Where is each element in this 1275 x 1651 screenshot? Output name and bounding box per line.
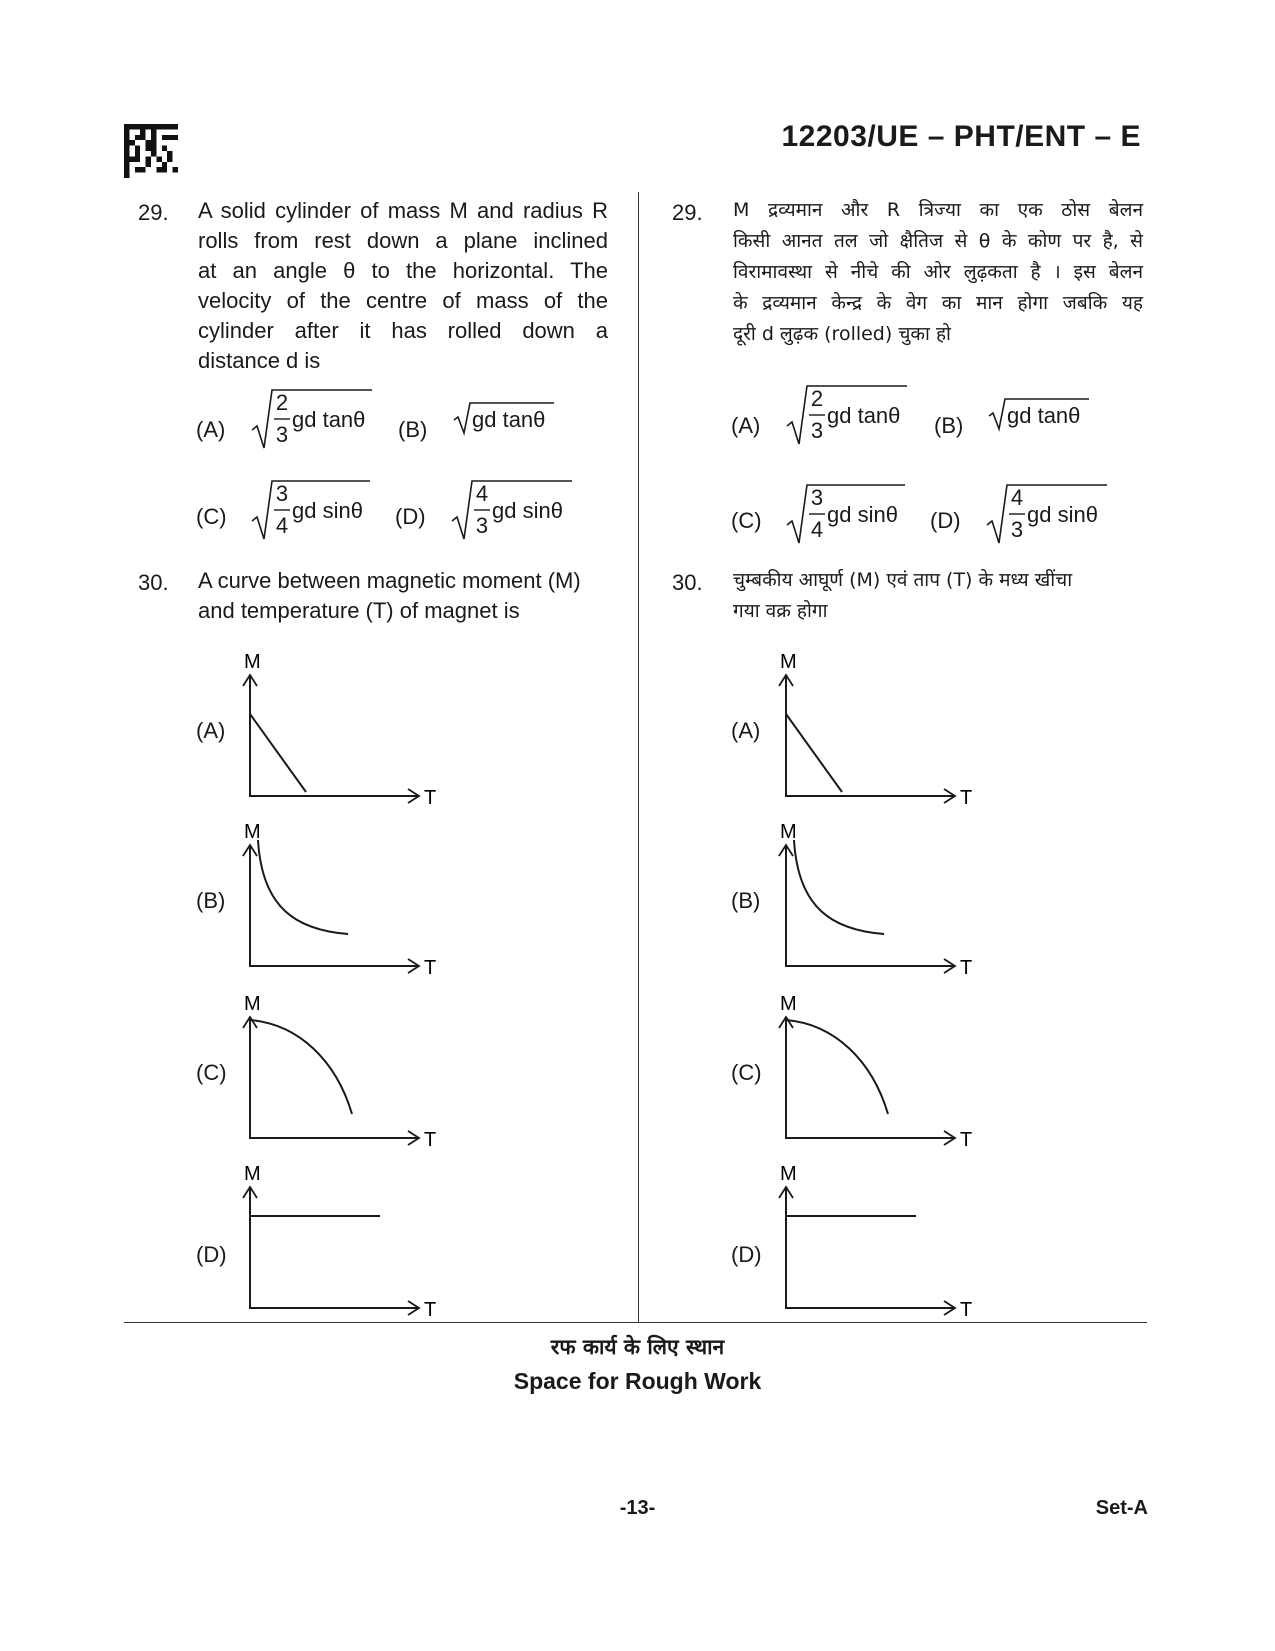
y-axis-label: M xyxy=(780,821,797,843)
column-divider xyxy=(638,192,639,1322)
graph-option-d xyxy=(240,1160,440,1335)
hindi-option-b-label: (B) xyxy=(934,413,964,438)
option-d-numerator: 4 xyxy=(475,481,489,506)
option-c-expression: gd sinθ xyxy=(292,498,363,523)
question-line: A curve between magnetic moment (M) xyxy=(198,568,581,593)
option-b-label: (B) xyxy=(398,417,428,442)
question-line: at an angle θ to the horizontal. The xyxy=(198,258,608,283)
set-label: Set-A xyxy=(1095,1497,1148,1519)
hindi-graph-option-a xyxy=(776,648,976,823)
option-a-label: (A) xyxy=(196,417,226,442)
y-axis-label: M xyxy=(244,993,261,1015)
question-line: गया वक्र होगा xyxy=(733,600,828,622)
graph-axes xyxy=(250,1018,418,1138)
x-axis-label: T xyxy=(424,787,437,809)
graph-axes xyxy=(250,846,418,966)
option-a-expression: gd tanθ xyxy=(292,407,366,432)
hindi-graph-option-a-label: (A) xyxy=(731,718,761,743)
question-line: distance d is xyxy=(198,348,321,373)
hindi-option-c-expression: gd sinθ xyxy=(827,502,898,527)
paper-code: 12203/UE – PHT/ENT – E xyxy=(781,120,1141,153)
graph-curve xyxy=(786,1020,888,1114)
graph-axes xyxy=(786,846,954,966)
question-line: विरामावस्था से नीचे की ओर लुढ़कता है । इस बेलन xyxy=(733,261,1143,283)
y-axis-label: M xyxy=(244,1163,261,1185)
graph-curve xyxy=(794,840,884,934)
option-d-label: (D) xyxy=(395,504,426,529)
qr-code xyxy=(124,124,178,178)
graph-curve xyxy=(786,714,842,792)
x-axis-label: T xyxy=(424,1299,437,1321)
hindi-graph-option-d xyxy=(776,1160,976,1335)
hindi-graph-option-c xyxy=(776,990,976,1165)
option-d-expression: gd sinθ xyxy=(492,498,563,523)
graph-axes xyxy=(786,1018,954,1138)
x-axis-label: T xyxy=(424,957,437,979)
option-a-numerator: 2 xyxy=(275,390,289,415)
question-line: A solid cylinder of mass M and radius R xyxy=(198,198,608,223)
hindi-graph-option-d-label: (D) xyxy=(731,1242,762,1267)
graph-axes xyxy=(786,676,954,796)
graph-option-c xyxy=(240,990,440,1165)
question-line: and temperature (T) of magnet is xyxy=(198,598,520,623)
hindi-question-29-number: 29. xyxy=(672,200,703,225)
y-axis-label: M xyxy=(780,993,797,1015)
option-c-numerator: 3 xyxy=(275,481,289,506)
graph-curve xyxy=(258,840,348,934)
y-axis-label: M xyxy=(244,651,261,673)
graph-option-d-label: (D) xyxy=(196,1242,227,1267)
x-axis-label: T xyxy=(960,1299,973,1321)
graph-curve xyxy=(250,1020,352,1114)
question-line: किसी आनत तल जो क्षैतिज से θ के कोण पर है, से xyxy=(733,230,1143,252)
hindi-option-d-label: (D) xyxy=(930,508,961,533)
graph-axes xyxy=(250,1188,418,1308)
graph-option-a-label: (A) xyxy=(196,718,226,743)
question-line: दूरी d लुढ़क (rolled) चुका हो xyxy=(733,323,951,345)
hindi-graph-option-b-label: (B) xyxy=(731,888,761,913)
option-d-denominator: 3 xyxy=(475,513,489,538)
rough-work-title: Space for Rough Work xyxy=(513,1368,762,1394)
page-number: -13- xyxy=(619,1497,656,1519)
y-axis-label: M xyxy=(244,821,261,843)
question-line: rolls from rest down a plane inclined xyxy=(198,228,608,253)
graph-option-c-label: (C) xyxy=(196,1060,227,1085)
hindi-option-a-expression: gd tanθ xyxy=(827,403,901,428)
hindi-option-a-denominator: 3 xyxy=(810,418,824,443)
graph-axes xyxy=(250,676,418,796)
y-axis-label: M xyxy=(780,1163,797,1185)
hindi-option-c-denominator: 4 xyxy=(810,517,824,542)
graph-option-b xyxy=(240,818,440,993)
graph-option-a xyxy=(240,648,440,823)
hindi-option-a-numerator: 2 xyxy=(810,386,824,411)
question-line: cylinder after it has rolled down a xyxy=(198,318,608,343)
hindi-question-30-text xyxy=(733,565,1148,627)
hindi-option-d-expression: gd sinθ xyxy=(1027,502,1098,527)
x-axis-label: T xyxy=(960,957,973,979)
y-axis-label: M xyxy=(780,651,797,673)
x-axis-label: T xyxy=(424,1129,437,1151)
question-line: M द्रव्यमान और R त्रिज्या का एक ठोस बेलन xyxy=(733,199,1143,221)
hindi-option-c-numerator: 3 xyxy=(810,485,824,510)
rough-work-title-hindi: रफ कार्य के लिए स्थान xyxy=(550,1335,725,1359)
question-30-number: 30. xyxy=(138,570,169,595)
question-line: के द्रव्यमान केन्द्र के वेग का मान होगा जबकि यह xyxy=(733,292,1143,314)
hindi-question-29-text xyxy=(733,195,1143,350)
question-30-text xyxy=(198,566,613,626)
question-29-number: 29. xyxy=(138,200,169,225)
hindi-graph-option-c-label: (C) xyxy=(731,1060,762,1085)
graph-curve xyxy=(250,714,306,792)
question-line: चुम्बकीय आघूर्ण (M) एवं ताप (T) के मध्य खींचा xyxy=(733,569,1073,591)
option-b-expression: gd tanθ xyxy=(472,407,546,432)
option-c-label: (C) xyxy=(196,504,227,529)
option-a-denominator: 3 xyxy=(275,422,289,447)
hindi-option-d-numerator: 4 xyxy=(1010,485,1024,510)
x-axis-label: T xyxy=(960,787,973,809)
question-29-text xyxy=(198,196,608,376)
question-line: velocity of the centre of mass of the xyxy=(198,288,608,313)
hindi-option-d-denominator: 3 xyxy=(1010,517,1024,542)
graph-option-b-label: (B) xyxy=(196,888,226,913)
x-axis-label: T xyxy=(960,1129,973,1151)
option-c-denominator: 4 xyxy=(275,513,289,538)
hindi-question-30-number: 30. xyxy=(672,570,703,595)
hindi-option-c-label: (C) xyxy=(731,508,762,533)
hindi-option-b-expression: gd tanθ xyxy=(1007,403,1081,428)
graph-axes xyxy=(786,1188,954,1308)
hindi-graph-option-b xyxy=(776,818,976,993)
hindi-option-a-label: (A) xyxy=(731,413,761,438)
